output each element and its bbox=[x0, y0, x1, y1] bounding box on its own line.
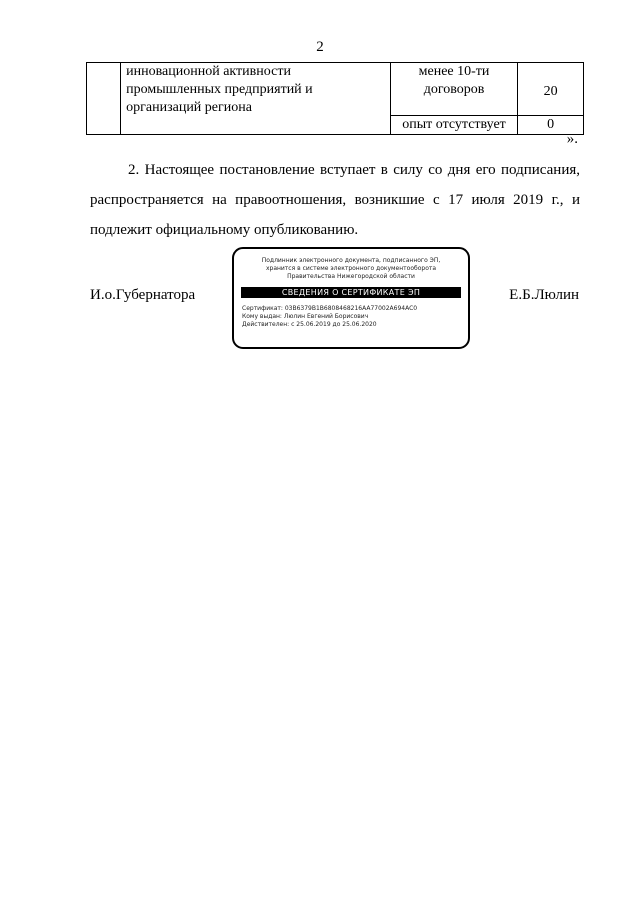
condition-line: договоров bbox=[423, 82, 485, 97]
signatory-name: Е.Б.Люлин bbox=[509, 287, 579, 303]
e-signature-stamp bbox=[232, 247, 470, 349]
score-value: 20 bbox=[543, 84, 558, 99]
criteria-table bbox=[86, 62, 584, 135]
stamp-title: СВЕДЕНИЯ О СЕРТИФИКАТЕ ЭП bbox=[241, 287, 461, 298]
stamp-note-line: Правительства Нижегородской области bbox=[287, 273, 415, 280]
signatory-position: И.о.Губернатора bbox=[90, 287, 196, 303]
table-row bbox=[87, 63, 584, 116]
stamp-issued-to: Кому выдан: Люлин Евгений Борисович bbox=[242, 313, 369, 320]
condition-line: менее 10-ти bbox=[418, 64, 490, 79]
closing-quote: ». bbox=[566, 131, 578, 147]
condition-line: опыт отсутствует bbox=[402, 117, 506, 132]
stamp-note-line: хранится в системе электронного документооборота bbox=[265, 265, 437, 272]
criterion-line: инновационной активности bbox=[126, 64, 291, 79]
paragraph-effective-date: 2. Настоящее постановление вступает в силу со дня его подписания, распространяется на правоотношения, возникшие с 17 июля 2019 г., и подлежит официальному опубликованию. bbox=[90, 162, 580, 238]
score-value: 0 bbox=[547, 117, 555, 132]
stamp-certificate: Сертификат: 03B6379B1B6808468216AA77002A694AC0 bbox=[242, 305, 418, 312]
table-cell-number bbox=[87, 63, 121, 135]
stamp-validity: Действителен: с 25.06.2019 до 25.06.2020 bbox=[242, 321, 377, 328]
criterion-line: промышленных предприятий и bbox=[126, 82, 313, 97]
stamp-note-line: Подлинник электронного документа, подписанного ЭП, bbox=[261, 257, 441, 264]
table-cell-condition bbox=[390, 116, 518, 135]
table-cell-criterion bbox=[121, 63, 391, 135]
table-cell-score bbox=[518, 63, 584, 116]
criterion-line: организаций региона bbox=[126, 100, 252, 115]
stamp-note bbox=[234, 257, 468, 281]
page-number: 2 bbox=[316, 39, 324, 55]
table-cell-condition bbox=[390, 63, 518, 116]
stamp-info bbox=[242, 305, 468, 329]
